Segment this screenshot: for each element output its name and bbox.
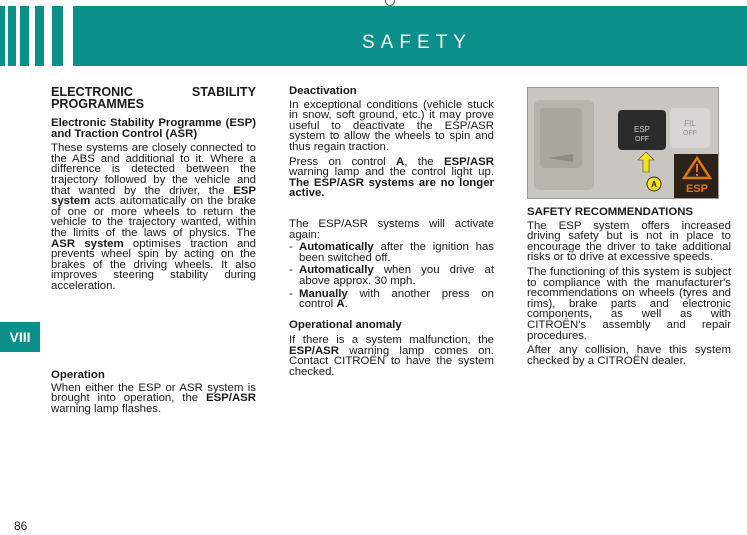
- header-stripe: [63, 6, 73, 66]
- operation-paragraph: When either the ESP or ASR system is brought into operation, the ESP/ASR warning lamp flashes.: [51, 381, 256, 415]
- column-1: [51, 86, 256, 292]
- chapter-tab: VIII: [0, 322, 40, 352]
- list-item: - Automatically when you drive at above approx. 30 mph.: [289, 265, 494, 286]
- dashboard-illustration: [528, 88, 719, 199]
- column-2: [289, 86, 494, 378]
- header-stripe: [16, 6, 20, 66]
- header-stripe: [29, 6, 35, 66]
- operation-heading: Operation: [51, 369, 105, 381]
- anomaly-paragraph: If there is a system malfunction, the ESP/ASR warning lamp comes on. Contact CITROËN to have the system checked.: [289, 334, 494, 379]
- operation-block: [51, 370, 256, 414]
- svg-text:OFF: OFF: [635, 136, 649, 143]
- section-heading: ELECTRONIC STABILITY PROGRAMMES: [51, 85, 256, 111]
- section-header: [0, 6, 747, 66]
- header-stripe: [5, 6, 8, 66]
- reactivation-list: [289, 242, 494, 310]
- svg-text:ESP: ESP: [685, 183, 709, 195]
- recommendations-heading: SAFETY RECOMMENDATIONS: [527, 206, 694, 218]
- list-item: - Manually with another press on control A.: [289, 289, 494, 310]
- subheading: Electronic Stability Programme (ESP) and Traction Control (ASR): [51, 117, 256, 140]
- anomaly-heading: Operational anomaly: [289, 318, 402, 331]
- page-title: SAFETY: [362, 32, 472, 53]
- svg-text:FIL: FIL: [684, 119, 696, 128]
- recommendation-1: The ESP system offers increased driving safety but is not in place to encourage the driver to take additional risks or to drive at excessive speeds.: [527, 219, 731, 264]
- deactivation-paragraph: In exceptional conditions (vehicle stuck in snow, soft ground, etc.) it may prove useful to deactivate the ESP/ASR system to allow the wheels to spin and thus regain traction.: [289, 98, 494, 153]
- press-control-paragraph: Press on control A, the ESP/ASR warning lamp and the control light up. The ESP/ASR systems are no longer active.: [289, 155, 494, 200]
- deactivation-heading: Deactivation: [289, 85, 357, 97]
- column-3: [527, 207, 731, 366]
- recommendation-3: After any collision, have this system checked by a CITROËN dealer.: [527, 344, 731, 367]
- intro-paragraph: These systems are closely connected to the ABS and additional to it. Where a difference is detected between the trajectory followed by the vehicle and that wanted by the driver, the ESP system acts automatically on the brake of one or more wheels to return the vehicle to the trajectory wanted, within the limits of the laws of physics. The ASR system optimises traction and prevents wheel spin by acting on the brakes of the driving wheels. It also improves steering stability during acceleration.: [51, 142, 256, 292]
- svg-text:A: A: [651, 180, 657, 189]
- page-number: 86: [14, 519, 28, 533]
- recommendation-2: The functioning of this system is subject to compliance with the manufacturer's recommendations on wheels (tyres and rims), brake parts and electronic components, as well as with CITROËN's assembly and repair procedures.: [527, 265, 731, 342]
- svg-text:ESP: ESP: [633, 125, 651, 134]
- list-item: - Automatically after the ignition has been switched off.: [289, 242, 494, 263]
- esp-button-photo: [527, 87, 719, 199]
- svg-text:OFF: OFF: [683, 130, 697, 137]
- reactivation-intro: The ESP/ASR systems will activate again:: [289, 217, 494, 241]
- header-stripe: [44, 6, 52, 66]
